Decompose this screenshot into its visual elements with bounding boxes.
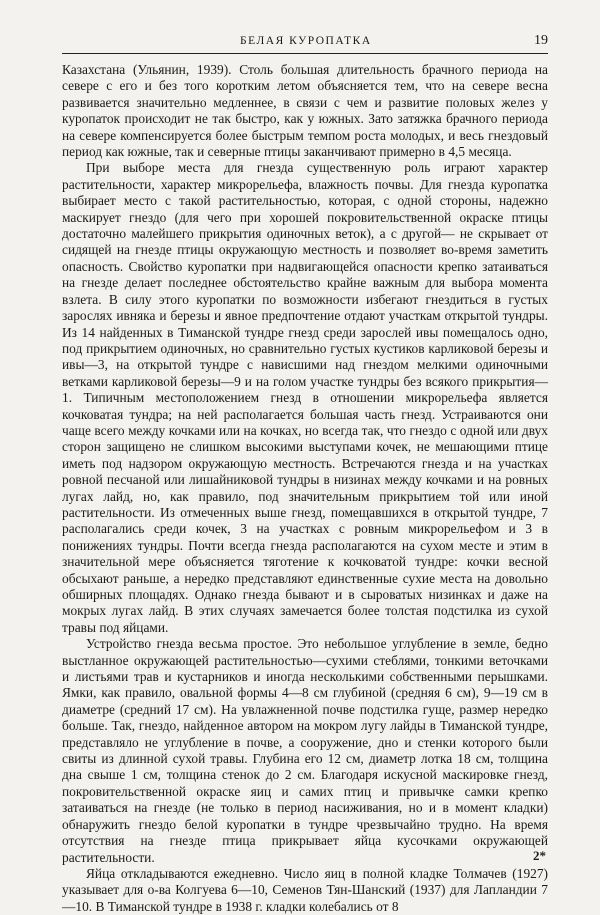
page-header <box>62 35 548 54</box>
paragraph-4: Яйца откладываются ежедневно. Число яиц в полной кладке Толмачев (1927) указывает для о-ва Колгуева 6—10, Семенов Тян-Шанский (1937) для Лапландии 7—10. В Тиманской тундре в 1938 г. кладки колебались от 8 <box>62 865 548 914</box>
page-number: 19 <box>534 33 548 48</box>
paragraph-2: При выборе места для гнезда существенную роль играют характер растительности, характер микрорельефа, влажность почвы. Для гнезда куропатка выбирает место с такой растительностью, которая, с одной стороны, надежно маскирует гнездо (для чего при хорошей покровительственной окраске птицы достаточно малейшего прикрытия одиночных веток), а с другой— не скрывает от сидящей на гнезде птицы окружающую местность и позволяет во-время заметить опасность. Свойство куропатки при надвигающейся опасности крепко затаиваться на гнезде делает последнее обстоятельство крайне важным для выбора момента взлета. В силу этого куропатки по возможности избегают гнездиться в густых зарослях ивняка и березы и явное предпочтение отдают участкам открытой тундры. Из 14 найденных в Тиманской тундре гнезд среди зарослей ивы помещалось одно, под прикрытием одиночных, но сравнительно густых кустиков карликовой березы и ивы—3, на открытой тундре с нависшими над гнездом мелкими одиночными ветками карликовой березы—9 и на голом участке тундры без всякого прикрытия—1. Типичным местоположением гнезд в отношении микрорельефа является кочковатая тундра; на ней располагается большая часть гнезд. Устраиваются они чаще всего между кочками или на кочках, но всегда так, что гнездо с одной или двух сторон защищено не слишком высокими выступами кочек, не мешающими птице иметь под надзором окружающую местность. Встречаются гнезда и на участках ровной песчаной или лишайниковой тундры в низинах между кочками и на ровных лугах лайд, но, как правило, под значительным прикрытием той или иной растительности. Из отмеченных выше гнезд, помещавшихся в открытой тундре, 7 располагались среди кочек, 3 на участках с ровным микрорельефом и 3 в понижениях тундры. Почти всегда гнезда располагаются на сухом месте и этим в значительной мере объясняется тяготение к кочковатой тундре: кочки весной обсыхают раньше, а нередко представляют единственные сухие места на довольно обширных площадях. Однако гнезда бывают и в сыроватых низинках и даже на мокрых лугах лайд. В этих случаях замечается более толстая подстилка из сухой травы под яйцами. <box>62 160 548 635</box>
paragraph-1: Казахстана (Ульянин, 1939). Столь большая длительность брачного периода на севере с его и без того коротким летом объясняется тем, что на севере весна развивается значительно медленнее, в связи с чем и развитие половых желез у куропаток происходит не так быстро, как у южных. Зато затяжка брачного периода на севере компенсируется более быстрым темпом роста молодых, и весь гнездовый период как южные, так и северные птицы заканчивают примерно в 4,5 месяца. <box>62 62 548 160</box>
running-title: БЕЛАЯ КУРОПАТКА <box>240 35 372 47</box>
signature-mark: 2* <box>533 848 546 863</box>
body-text <box>62 62 548 915</box>
paragraph-3: Устройство гнезда весьма простое. Это небольшое углубление в земле, бедно выстланное окружающей растительностью—сухими стеблями, тонкими веточками и листьями трав и кустарников и иногда несколькими собственными перышками. Ямки, как правило, овальной формы 4—8 см глубиной (средняя 6 см), 9—19 см в диаметре (средний 17 см). На увлажненной почве подстилка гуще, размер нередко больше. Так, гнездо, найденное автором на мокром лугу лайды в Тиманской тундре, представляло не углубление в почве, а сооружение, дно и стенки которого были свиты из длинной сухой травы. Глубина его 12 см, диаметр лотка 18 см, толщина дна свыше 1 см, толщина стенок до 2 см. Благодаря искусной маскировке гнезд, покровительственной окраске яиц и самих птиц и привычке самки крепко затаиваться на гнезде (не только в период насиживания, но и в момент кладки) обнаружить гнездо белой куропатки в тундре чрезвычайно трудно. На время отсутствия на гнезде птица прикрывает яйца кусочками окружающей растительности. <box>62 636 548 865</box>
